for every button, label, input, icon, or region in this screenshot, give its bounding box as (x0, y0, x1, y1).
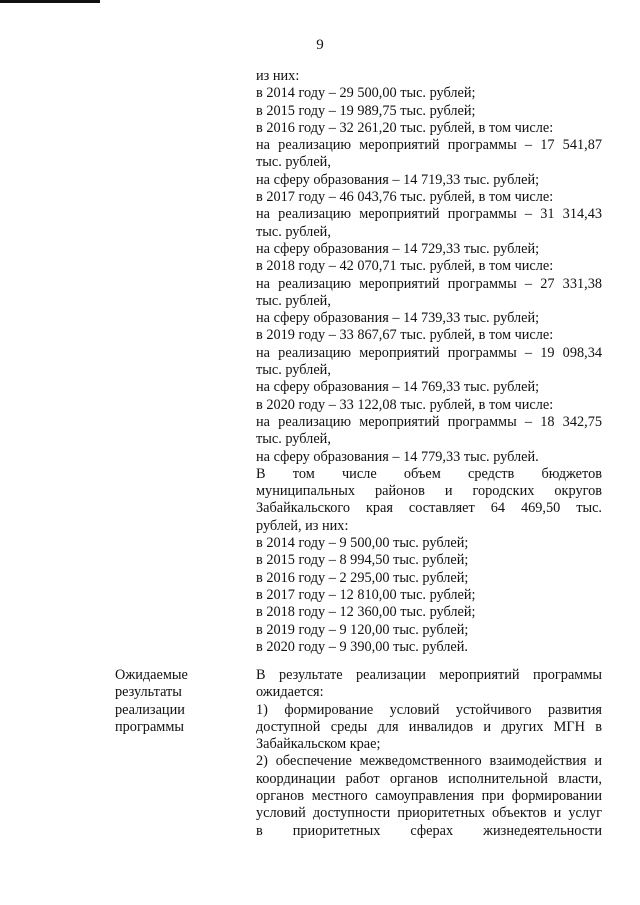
expected-results-text (256, 667, 602, 840)
funding-line: на реализацию мероприятий программы – 19 098,34 (256, 344, 602, 361)
results-line: 1) формирование условий устойчивого развития (256, 701, 602, 718)
results-line: В результате реализации мероприятий программы (256, 667, 602, 683)
label-line: реализации (115, 701, 185, 718)
results-line: условий доступности приоритетных объектов и услуг (256, 805, 602, 822)
funding-line: на реализацию мероприятий программы – 31 314,43 (256, 206, 602, 223)
funding-line: в 2017 году – 12 810,00 тыс. рублей; (256, 586, 476, 603)
funding-line: в 2018 году – 42 070,71 тыс. рублей, в том числе: (256, 258, 554, 275)
results-line: органов местного самоуправления при формировании (256, 788, 602, 805)
funding-line: на реализацию мероприятий программы – 18 342,75 (256, 413, 602, 430)
funding-line: тыс. рублей, (256, 292, 331, 309)
funding-line: на сферу образования – 14 739,33 тыс. рублей; (256, 310, 540, 327)
header-rule (0, 0, 100, 3)
funding-line: тыс. рублей, (256, 223, 331, 240)
funding-line: тыс. рублей, (256, 431, 331, 448)
funding-line: в 2020 году – 33 122,08 тыс. рублей, в том числе: (256, 396, 554, 413)
results-line: в приоритетных сферах жизнедеятельности (256, 822, 602, 839)
funding-line: В том числе объем средств бюджетов (256, 465, 602, 482)
funding-breakdown (256, 68, 602, 656)
funding-line: тыс. рублей, (256, 362, 331, 379)
funding-line: на сферу образования – 14 779,33 тыс. рублей. (256, 448, 539, 465)
funding-line: в 2014 году – 29 500,00 тыс. рублей; (256, 85, 476, 102)
funding-line: из них: (256, 68, 300, 84)
label-line: программы (115, 718, 185, 735)
funding-line: в 2020 году – 9 390,00 тыс. рублей. (256, 638, 468, 655)
label-line: результаты (115, 684, 182, 701)
results-line: ожидается: (256, 684, 324, 701)
funding-line: в 2016 году – 2 295,00 тыс. рублей; (256, 569, 469, 586)
funding-line: на реализацию мероприятий программы – 17 541,87 (256, 137, 602, 154)
funding-line: рублей, из них: (256, 517, 349, 534)
funding-line: в 2018 году – 12 360,00 тыс. рублей; (256, 604, 476, 621)
funding-line: в 2019 году – 33 867,67 тыс. рублей, в том числе: (256, 327, 554, 344)
funding-line: в 2015 году – 19 989,75 тыс. рублей; (256, 102, 476, 119)
results-line: координации работ органов исполнительной власти, (256, 770, 602, 787)
funding-line: на сферу образования – 14 769,33 тыс. рублей; (256, 379, 540, 396)
results-line: доступной среды для инвалидов и других МГН в (256, 718, 602, 735)
label-line: Ожидаемые (115, 667, 188, 683)
funding-line: в 2014 году – 9 500,00 тыс. рублей; (256, 535, 469, 552)
funding-line: в 2015 году – 8 994,50 тыс. рублей; (256, 552, 469, 569)
funding-line: в 2017 году – 46 043,76 тыс. рублей, в том числе: (256, 189, 554, 206)
funding-line: Забайкальского края составляет 64 469,50 тыс. (256, 500, 602, 517)
funding-line: муниципальных районов и городских округов (256, 483, 602, 500)
expected-results-label (115, 667, 235, 736)
funding-line: в 2019 году – 9 120,00 тыс. рублей; (256, 621, 469, 638)
funding-line: тыс. рублей, (256, 154, 331, 171)
funding-line: на сферу образования – 14 729,33 тыс. рублей; (256, 240, 540, 257)
funding-line: в 2016 году – 32 261,20 тыс. рублей, в том числе: (256, 119, 554, 136)
funding-line: на реализацию мероприятий программы – 27 331,38 (256, 275, 602, 292)
results-line: 2) обеспечение межведомственного взаимодействия и (256, 753, 602, 770)
results-line: Забайкальском крае; (256, 736, 381, 753)
page-number: 9 (316, 37, 324, 53)
funding-line: на сферу образования – 14 719,33 тыс. рублей; (256, 171, 540, 188)
